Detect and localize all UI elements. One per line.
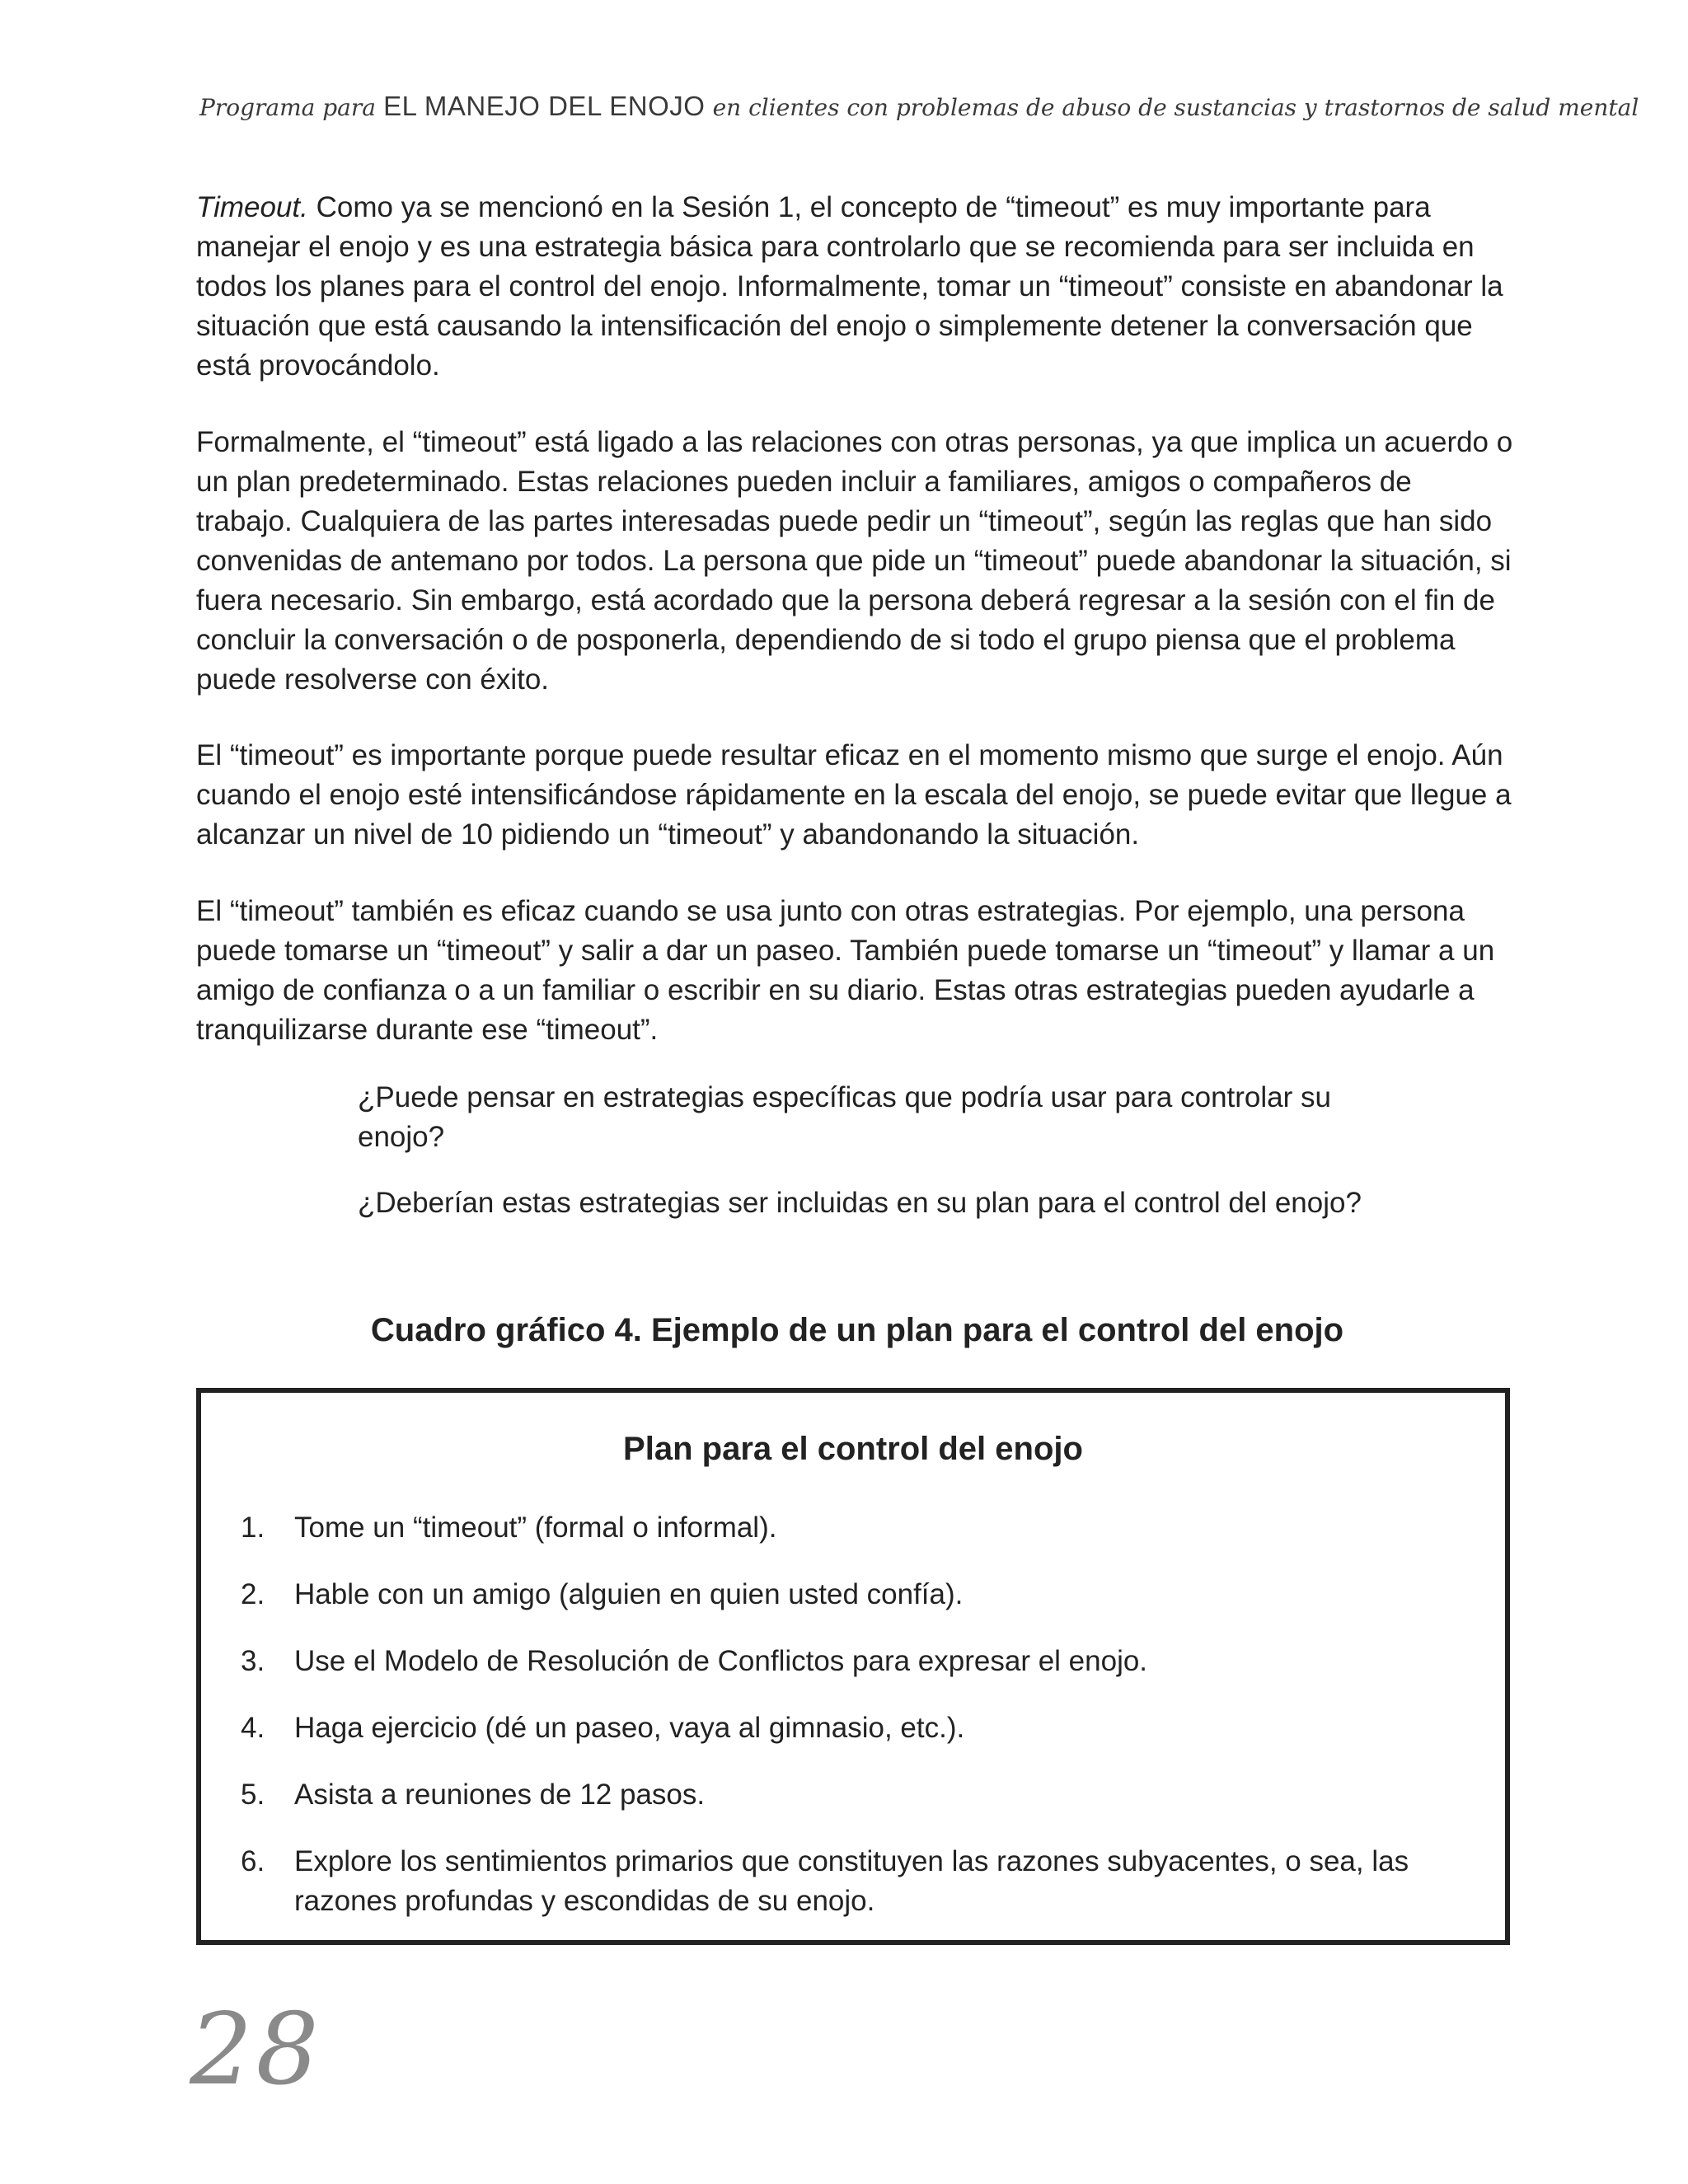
plan-item-text: Asista a reuniones de 12 pasos.	[294, 1779, 706, 1811]
plan-item-text: Haga ejercicio (dé un paseo, vaya al gimnasio, etc.).	[294, 1712, 965, 1744]
plan-item	[241, 1642, 1477, 1681]
plan-item-number: 5.	[241, 1779, 265, 1811]
page-number: 28	[190, 1993, 322, 2107]
plan-item	[241, 1508, 1477, 1548]
paragraph-formal-timeout: Formalmente, el “timeout” está ligado a las relaciones con otras personas, ya que implica un acuerdo o un plan predeterminado. Estas relaciones pueden incluir a familiares, amigos o compañeros de trabajo. Cualquiera de las partes interesadas puede pedir un “timeout”, según las reglas que han sido convenidas de antemano por todos. La persona que pide un “timeout” puede abandonar la situación, si fuera necesario. Sin embargo, está acordado que la persona deberá regresar a la sesión con el fin de concluir la conversación o de posponerla, dependiendo de si todo el grupo piensa que el problema puede resolverse con éxito.	[196, 426, 1513, 696]
plan-box-title: Plan para el control del enojo	[623, 1431, 1083, 1467]
plan-item	[241, 1842, 1477, 1921]
running-header	[199, 91, 1639, 122]
plan-item	[241, 1575, 1477, 1615]
question-include-strategies: ¿Deberían estas estrategias ser incluidas en su plan para el control del enojo?	[358, 1187, 1362, 1219]
plan-list	[241, 1508, 1477, 1948]
paragraph-lead-term: Timeout.	[196, 191, 308, 223]
paragraph-timeout-strategies: El “timeout” también es eficaz cuando se usa junto con otras estrategias. Por ejemplo, una persona puede tomarse un “timeout” y salir a dar un paseo. También puede tomarse un “timeout” y llamar a un amigo de confianza o a un familiar o escribir en su diario. Estas otras estrategias pueden ayudarle a tranquilizarse durante ese “timeout”.	[196, 895, 1495, 1046]
header-title-caps: EL MANEJO DEL ENOJO	[383, 91, 706, 121]
plan-item-number: 2.	[241, 1578, 265, 1610]
plan-item	[241, 1775, 1477, 1815]
header-script-part1: Programa para	[199, 94, 376, 121]
anger-control-plan-box	[196, 1388, 1510, 1945]
plan-item-text: Hable con un amigo (alguien en quien usted confía).	[294, 1578, 964, 1610]
plan-item-text: Explore los sentimientos primarios que constituyen las razones subyacentes, o sea, las razones profundas y escondidas de su enojo.	[294, 1845, 1409, 1917]
paragraph-timeout-importance: El “timeout” es importante porque puede resultar eficaz en el momento mismo que surge el enojo. Aún cuando el enojo esté intensificándose rápidamente en la escala del enojo, se puede evitar que llegue a alcanzar un nivel de 10 pidiendo un “timeout” y abandonando la situación.	[196, 739, 1512, 851]
plan-item-text: Use el Modelo de Resolución de Conflictos para expresar el enojo.	[294, 1645, 1148, 1677]
paragraph-timeout-intro	[196, 188, 1515, 386]
plan-item-number: 6.	[241, 1845, 265, 1877]
plan-item	[241, 1708, 1477, 1748]
plan-item-number: 3.	[241, 1645, 265, 1677]
plan-item-number: 1.	[241, 1511, 265, 1544]
header-script-part3: en clientes con problemas de abuso de sustancias y trastornos de salud mental	[712, 94, 1639, 121]
paragraph-1-text: Como ya se mencionó en la Sesión 1, el concepto de “timeout” es muy importante para manejar el enojo y es una estrategia básica para controlarlo que se recomienda para ser incluida en todos los planes para el control del enojo. Informalmente, tomar un “timeout” consiste en abandonar la situación que está causando la intensificación del enojo o simplemente detener la conversación que está provocándolo.	[196, 191, 1503, 382]
figure-title: Cuadro gráfico 4. Ejemplo de un plan para el control del enojo	[370, 1312, 1344, 1348]
question-specific-strategies: ¿Puede pensar en estrategias específicas que podría usar para controlar su enojo?	[358, 1081, 1331, 1153]
plan-item-text: Tome un “timeout” (formal o informal).	[294, 1511, 777, 1544]
plan-item-number: 4.	[241, 1712, 265, 1744]
